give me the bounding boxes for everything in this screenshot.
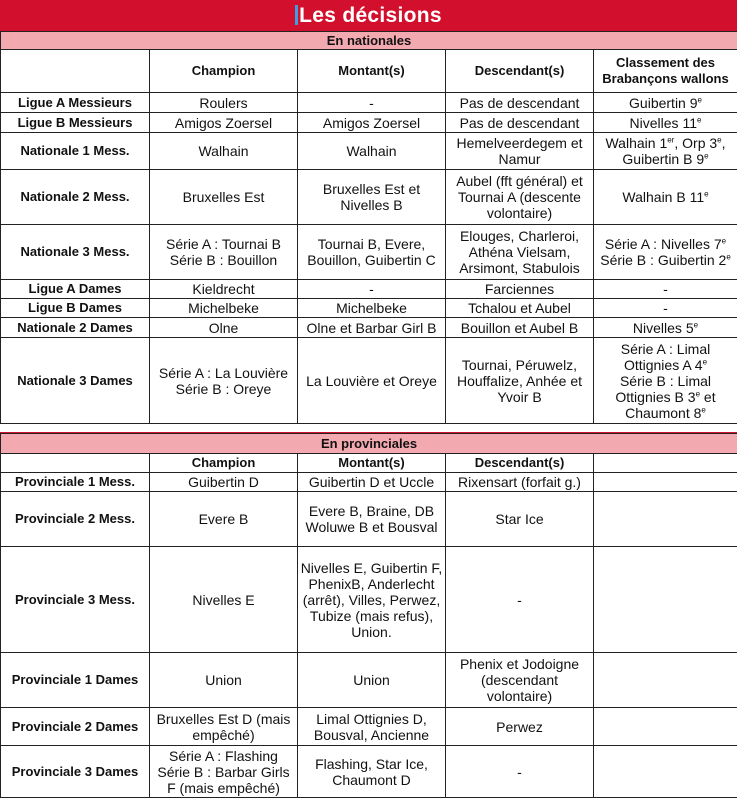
table-row — [1, 547, 737, 653]
cell-montants: Nivelles E, Guibertin F, PhenixB, Anderlecht (arrêt), Villes, Perwez, Tubize (mais refus), Union. — [298, 547, 446, 653]
row-label: Nationale 2 Mess. — [1, 170, 150, 225]
cell-descendants: Rixensart (forfait g.) — [446, 473, 594, 492]
cell-classement: Guibertin 9e — [594, 93, 737, 113]
cell-champion: Série A : Flashing Série B : Barbar Girls F (mais empêché) — [150, 746, 298, 798]
header-empty — [1, 454, 150, 473]
header-blank — [594, 454, 737, 473]
row-label: Ligue A Messieurs — [1, 93, 150, 113]
row-label: Ligue A Dames — [1, 280, 150, 299]
table-row — [1, 93, 737, 113]
title-banner — [0, 0, 737, 31]
cell-montants: Limal Ottignies D, Bousval, Ancienne — [298, 708, 446, 746]
cell-classement: Nivelles 5e — [594, 318, 737, 338]
cell-descendants: Aubel (fft général) et Tournai A (descente volontaire) — [446, 170, 594, 225]
cell-montants: Walhain — [298, 133, 446, 170]
cell-montants: Union — [298, 653, 446, 708]
cell-montants: La Louvière et Oreye — [298, 338, 446, 424]
cell-descendants: Star Ice — [446, 492, 594, 547]
cell-montants: Evere B, Braine, DB Woluwe B et Bousval — [298, 492, 446, 547]
cell-champion: Nivelles E — [150, 547, 298, 653]
cell-descendants: Perwez — [446, 708, 594, 746]
cell-classement — [594, 708, 737, 746]
cell-montants: - — [298, 93, 446, 113]
cell-champion: Michelbeke — [150, 299, 298, 318]
table-row — [1, 473, 737, 492]
cell-descendants: Tchalou et Aubel — [446, 299, 594, 318]
row-label: Ligue B Dames — [1, 299, 150, 318]
cell-montants: Bruxelles Est et Nivelles B — [298, 170, 446, 225]
cell-champion: Evere B — [150, 492, 298, 547]
row-label: Provinciale 2 Mess. — [1, 492, 150, 547]
cell-descendants: Tournai, Péruwelz, Houffalize, Anhée et Yvoir B — [446, 338, 594, 424]
cell-champion: Série A : La Louvière Série B : Oreye — [150, 338, 298, 424]
cell-champion: Série A : Tournai B Série B : Bouillon — [150, 225, 298, 280]
row-label: Provinciale 3 Mess. — [1, 547, 150, 653]
cell-classement: - — [594, 299, 737, 318]
table-row — [1, 708, 737, 746]
cell-montants: - — [298, 280, 446, 299]
cell-descendants: Farciennes — [446, 280, 594, 299]
table-row — [1, 318, 737, 338]
table-row — [1, 492, 737, 547]
cell-classement — [594, 653, 737, 708]
cell-classement: - — [594, 280, 737, 299]
table-row — [1, 653, 737, 708]
row-label: Nationale 3 Mess. — [1, 225, 150, 280]
cell-classement: Walhain B 11e — [594, 170, 737, 225]
table-row — [1, 225, 737, 280]
section-nationales-header: En nationales — [1, 32, 737, 50]
cell-champion: Kieldrecht — [150, 280, 298, 299]
cell-champion: Walhain — [150, 133, 298, 170]
header-montants: Montant(s) — [298, 50, 446, 93]
cell-montants: Amigos Zoersel — [298, 113, 446, 133]
cell-descendants: Pas de descendant — [446, 113, 594, 133]
cell-classement — [594, 492, 737, 547]
cell-champion: Amigos Zoersel — [150, 113, 298, 133]
cell-montants: Olne et Barbar Girl B — [298, 318, 446, 338]
page-title: Les décisions — [299, 4, 442, 27]
table-row — [1, 299, 737, 318]
row-label: Provinciale 2 Dames — [1, 708, 150, 746]
cell-montants: Tournai B, Evere, Bouillon, Guibertin C — [298, 225, 446, 280]
cell-classement: Série A : Limal Ottignies A 4e Série B : Limal Ottignies B 3e et Chaumont 8e — [594, 338, 737, 424]
cell-classement — [594, 547, 737, 653]
cell-champion: Bruxelles Est — [150, 170, 298, 225]
row-label: Nationale 2 Dames — [1, 318, 150, 338]
header-classement: Classement des Brabançons wallons — [594, 50, 737, 93]
header-descendants: Descendant(s) — [446, 454, 594, 473]
cell-classement: Nivelles 11e — [594, 113, 737, 133]
nationales-table — [0, 31, 737, 424]
cell-champion: Bruxelles Est D (mais empêché) — [150, 708, 298, 746]
table-row — [1, 133, 737, 170]
cell-classement: Walhain 1er, Orp 3e, Guibertin B 9e — [594, 133, 737, 170]
cell-montants: Michelbeke — [298, 299, 446, 318]
row-label: Nationale 1 Mess. — [1, 133, 150, 170]
header-montants: Montant(s) — [298, 454, 446, 473]
cell-montants: Flashing, Star Ice, Chaumont D — [298, 746, 446, 798]
cell-classement: Série A : Nivelles 7e Série B : Guibertin 2e — [594, 225, 737, 280]
cell-descendants: Elouges, Charleroi, Athéna Vielsam, Arsimont, Stabulois — [446, 225, 594, 280]
text-cursor-icon — [295, 5, 298, 25]
header-descendants: Descendant(s) — [446, 50, 594, 93]
table-row — [1, 746, 737, 798]
cell-champion: Guibertin D — [150, 473, 298, 492]
header-champion: Champion — [150, 454, 298, 473]
header-empty — [1, 50, 150, 93]
row-label: Nationale 3 Dames — [1, 338, 150, 424]
cell-classement — [594, 473, 737, 492]
cell-montants: Guibertin D et Uccle — [298, 473, 446, 492]
cell-descendants: - — [446, 547, 594, 653]
cell-descendants: - — [446, 746, 594, 798]
table-row — [1, 113, 737, 133]
cell-classement — [594, 746, 737, 798]
cell-descendants: Phenix et Jodoigne (descendant volontaire) — [446, 653, 594, 708]
header-champion: Champion — [150, 50, 298, 93]
row-label: Ligue B Messieurs — [1, 113, 150, 133]
row-label: Provinciale 1 Dames — [1, 653, 150, 708]
cell-descendants: Bouillon et Aubel B — [446, 318, 594, 338]
row-label: Provinciale 1 Mess. — [1, 473, 150, 492]
cell-descendants: Pas de descendant — [446, 93, 594, 113]
table-row — [1, 338, 737, 424]
provinciales-table — [0, 433, 737, 798]
cell-descendants: Hemelveerdegem et Namur — [446, 133, 594, 170]
table-row — [1, 280, 737, 299]
section-provinciales-header: En provinciales — [1, 434, 737, 454]
table-row — [1, 170, 737, 225]
cell-champion: Union — [150, 653, 298, 708]
cell-champion: Olne — [150, 318, 298, 338]
row-label: Provinciale 3 Dames — [1, 746, 150, 798]
cell-champion: Roulers — [150, 93, 298, 113]
